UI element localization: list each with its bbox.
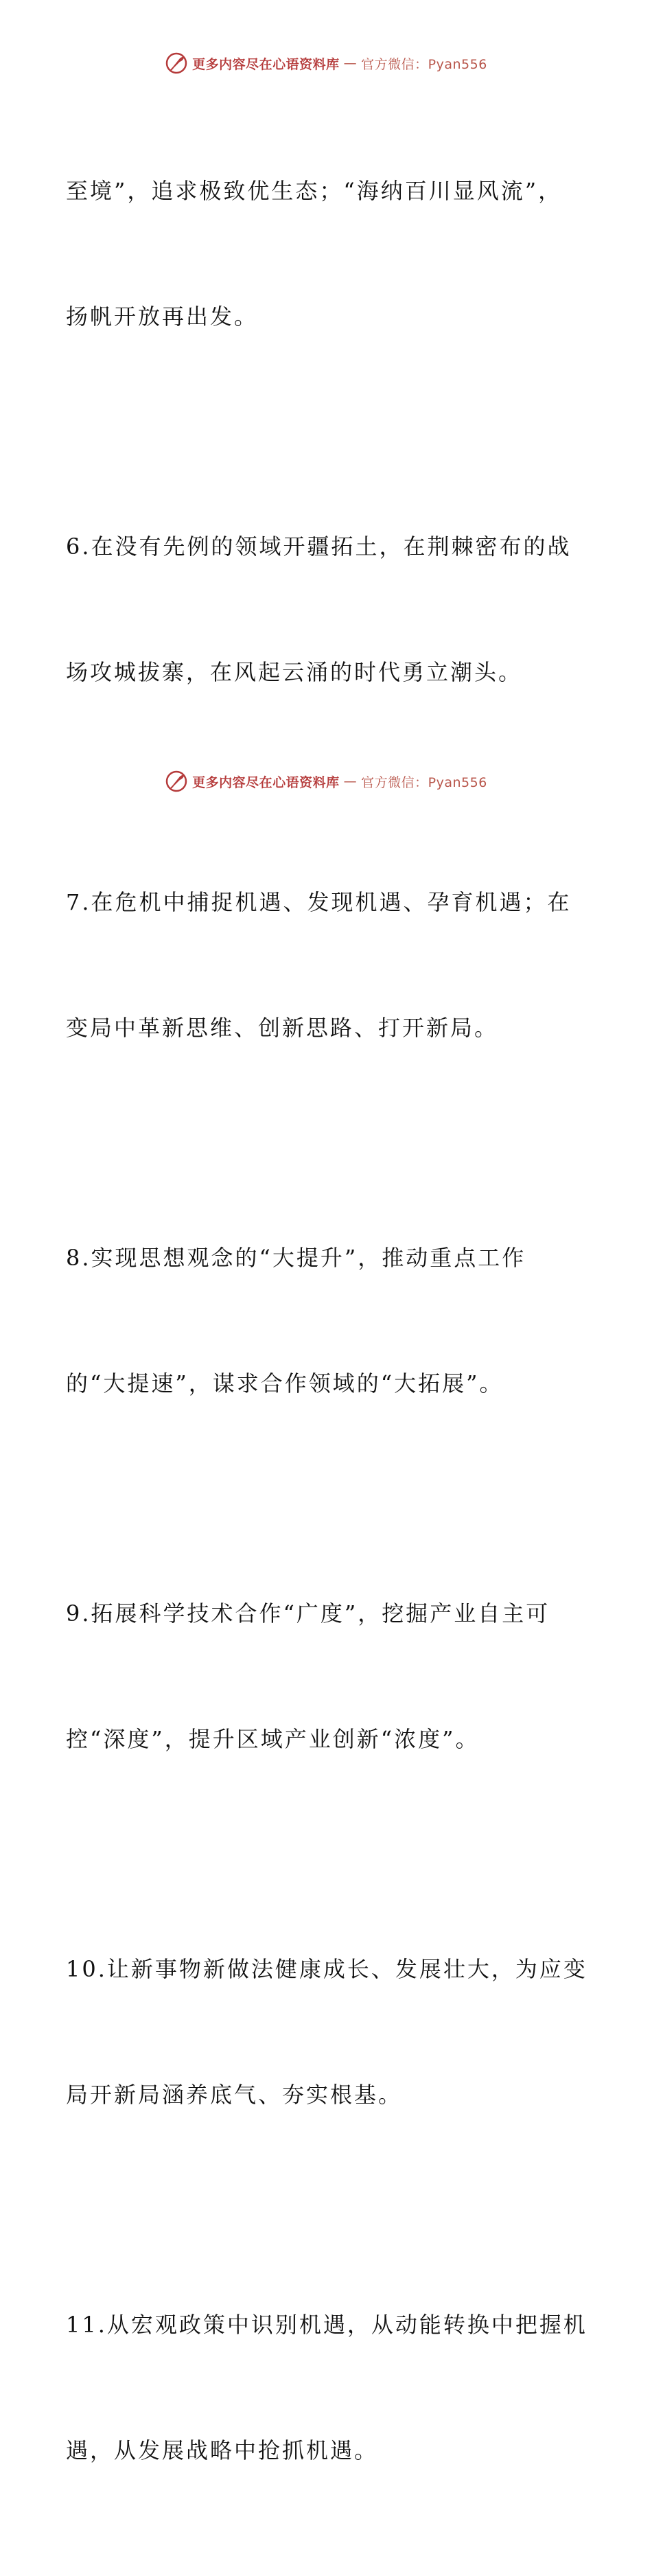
- watermark-contact: 官方微信：Pyan556: [361, 774, 487, 790]
- paragraph-continuation: [66, 87, 587, 422]
- watermark-separator: —: [343, 774, 358, 789]
- document-body: [66, 87, 587, 2576]
- header-watermark: [0, 49, 652, 77]
- paragraph-item-9: [66, 1509, 587, 1844]
- text-line: 局开新局涵养底气、夯实根基。: [66, 2082, 403, 2108]
- quill-pen-logo-icon: [165, 770, 188, 793]
- watermark-contact: 官方微信：Pyan556: [361, 56, 487, 72]
- watermark-text: 更多内容尽在心语资料库: [192, 774, 340, 790]
- text-line: 至境”，追求极致优生态；“海纳百川显风流”，: [66, 178, 563, 204]
- paragraph-item-11: [66, 2220, 587, 2555]
- footer-watermark: [0, 768, 652, 795]
- text-line: 变局中革新思维、创新思路、打开新局。: [66, 1015, 499, 1041]
- text-line: 7.在危机中捕捉机遇、发现机遇、孕育机遇；在: [66, 889, 572, 915]
- watermark-separator: —: [343, 56, 358, 71]
- text-line: 6.在没有先例的领域开疆拓土，在荆棘密布的战: [66, 533, 572, 560]
- text-line: 场攻城拔寨，在风起云涌的时代勇立潮头。: [66, 659, 523, 685]
- watermark-text: 更多内容尽在心语资料库: [192, 56, 340, 72]
- text-line: 的“大提速”，谋求合作领域的“大拓展”。: [66, 1370, 504, 1396]
- text-line: 11.从宏观政策中识别机遇，从动能转换中把握机: [66, 2312, 587, 2338]
- paragraph-item-6: [66, 442, 587, 777]
- text-line: 9.拓展科学技术合作“广度”，挖掘产业自主可: [66, 1600, 550, 1626]
- paragraph-item-7: [66, 798, 587, 1133]
- text-line: 扬帆开放再出发。: [66, 303, 259, 330]
- text-line: 控“深度”，提升区域产业创新“浓度”。: [66, 1726, 480, 1752]
- paragraph-item-8: [66, 1153, 587, 1488]
- quill-pen-logo-icon: [165, 51, 188, 75]
- text-line: 8.实现思想观念的“大提升”，推动重点工作: [66, 1245, 526, 1271]
- text-line: 遇，从发展战略中抢抓机遇。: [66, 2437, 379, 2463]
- paragraph-item-10: [66, 1865, 587, 2200]
- text-line: 10.让新事物新做法健康成长、发展壮大，为应变: [66, 1956, 587, 1982]
